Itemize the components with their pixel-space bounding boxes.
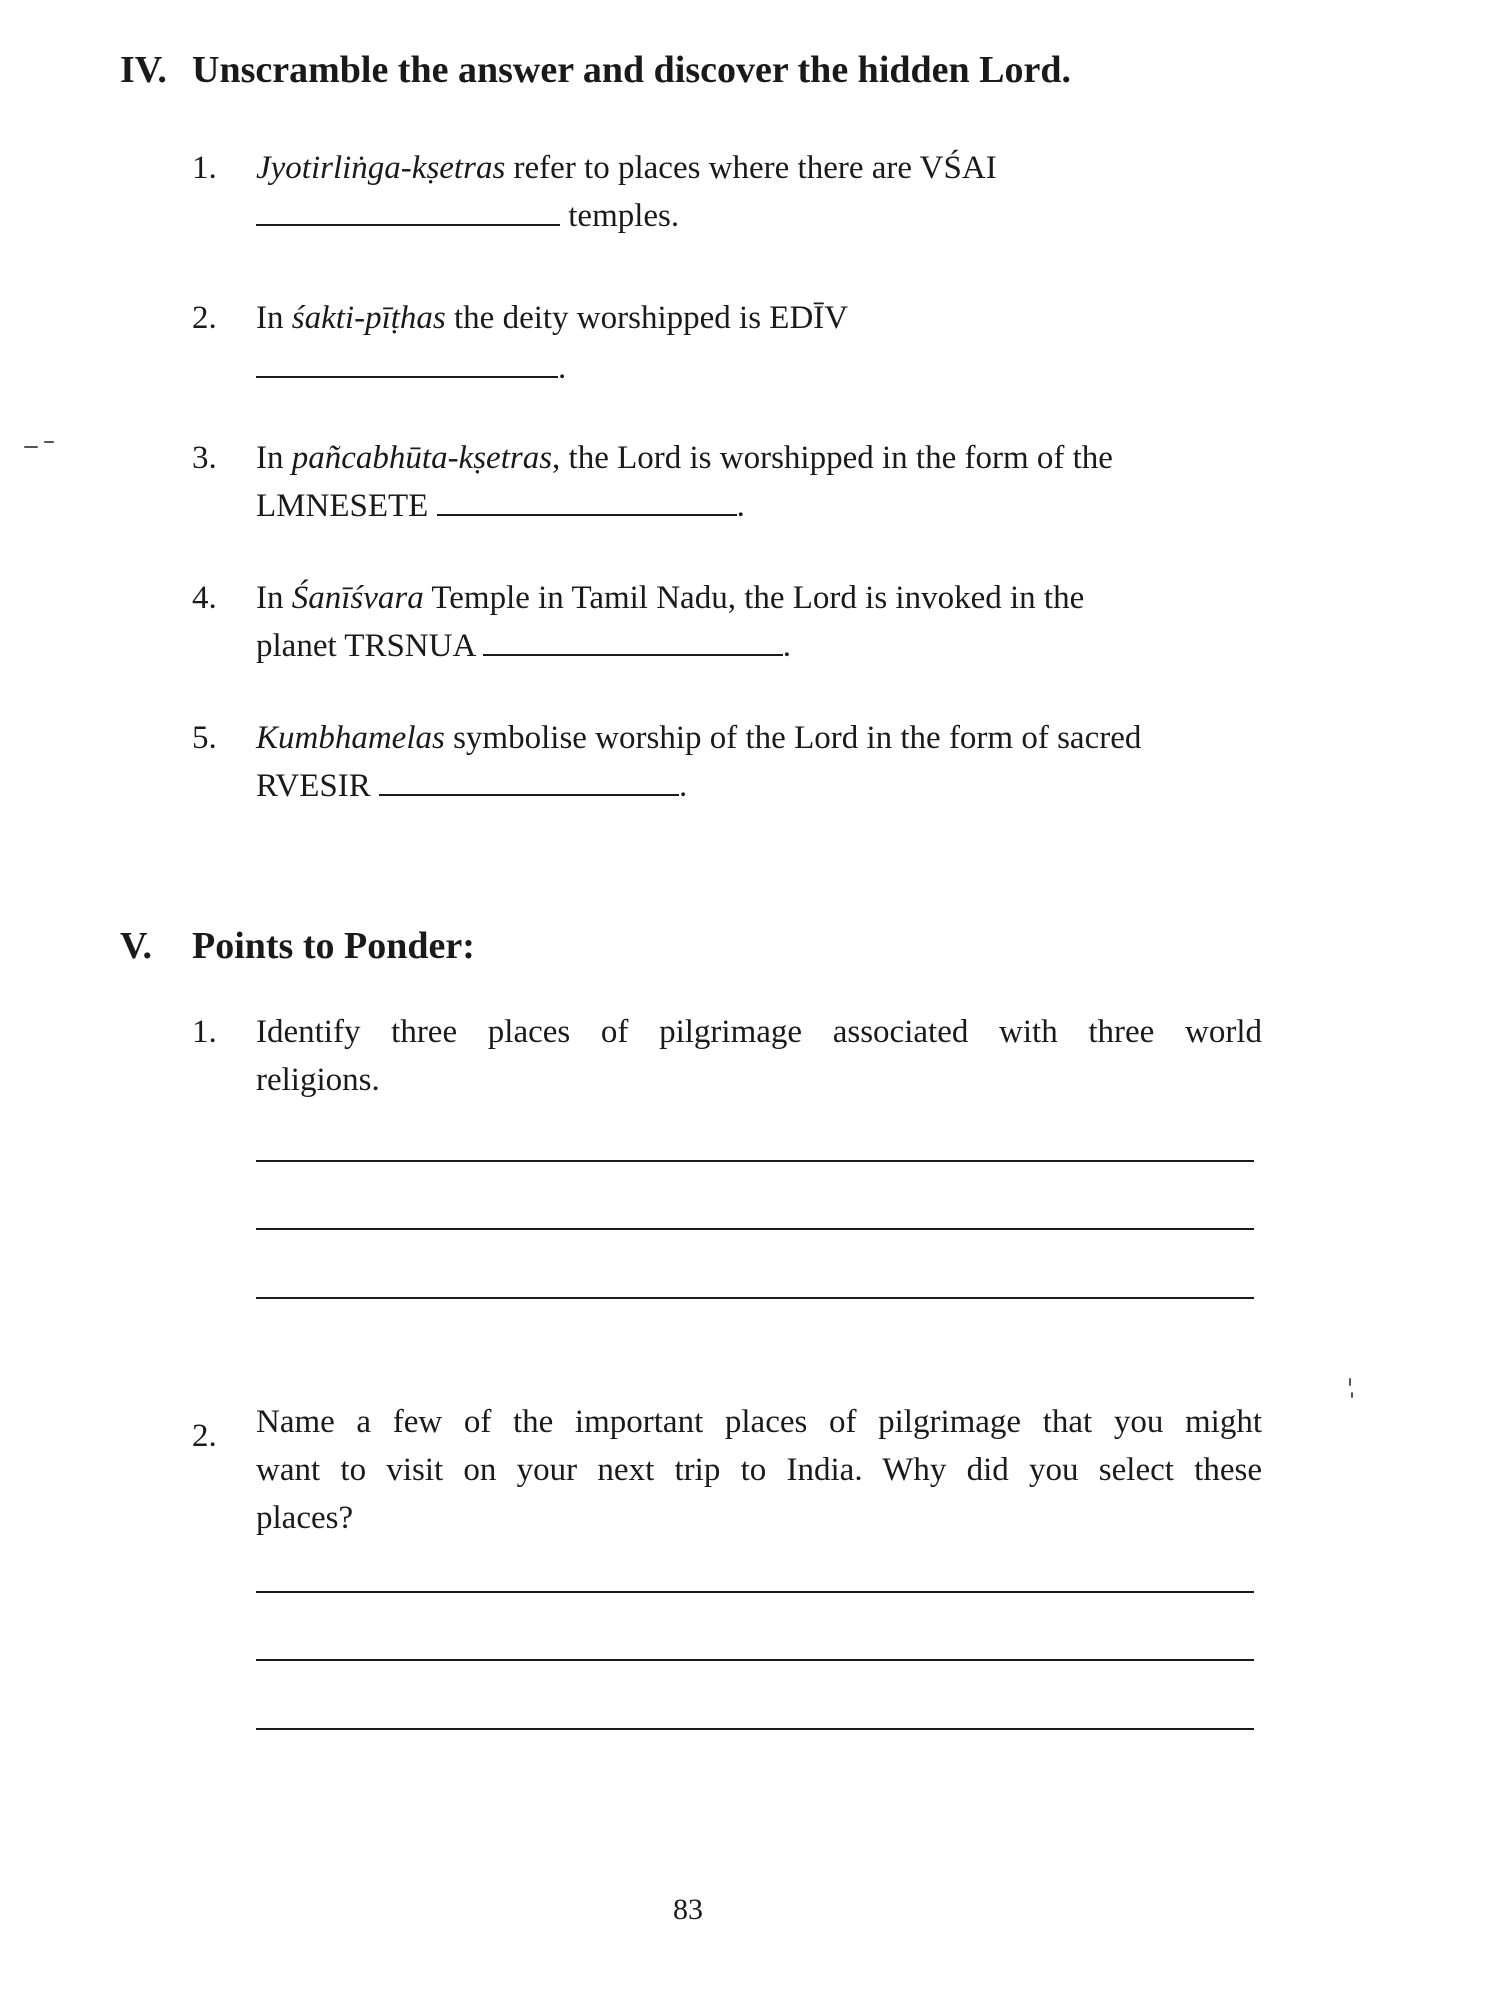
scan-speck <box>24 446 38 448</box>
page-number: 83 <box>673 1893 703 1926</box>
scan-speck <box>44 441 54 443</box>
question-v-2 <box>192 1398 1262 1548</box>
scan-speck <box>1351 1392 1353 1398</box>
answer-blank[interactable] <box>437 484 737 516</box>
section-v-title: Points to Ponder: <box>192 925 475 967</box>
question-number: 1. <box>192 1014 217 1050</box>
term: Jyotirliṅga-kṣetras <box>256 150 506 186</box>
question-iv-2 <box>192 294 1262 394</box>
answer-blank[interactable] <box>256 194 560 226</box>
question-number: 4. <box>192 580 217 616</box>
question-iv-4 <box>192 574 1262 674</box>
section-iv-heading <box>120 48 1071 92</box>
question-number: 2. <box>192 300 217 336</box>
answer-line[interactable] <box>256 1659 1254 1661</box>
answer-line[interactable] <box>256 1728 1254 1730</box>
question-text: Kumbhamelas symbolise worship of the Lord in the form of sacred RVESIR . <box>256 720 1142 804</box>
question-iv-5 <box>192 714 1262 814</box>
question-text: Identify three places of pilgrimage associated with three world religions. <box>256 1014 1262 1098</box>
term: pañcabhūta-kṣetras <box>291 440 553 476</box>
answer-line[interactable] <box>256 1297 1254 1299</box>
answer-line[interactable] <box>256 1228 1254 1230</box>
answer-line[interactable] <box>256 1591 1254 1593</box>
term: Kumbhamelas <box>256 720 445 756</box>
question-iv-1 <box>192 144 1262 244</box>
question-text: In pañcabhūta-kṣetras, the Lord is worshipped in the form of the LMNESETE . <box>256 440 1113 524</box>
section-v-numeral: V. <box>120 925 153 967</box>
scan-speck <box>1349 1378 1351 1386</box>
answer-blank[interactable] <box>256 346 558 378</box>
question-iv-3 <box>192 434 1262 534</box>
answer-blank[interactable] <box>379 764 679 796</box>
question-text: In Śanīśvara Temple in Tamil Nadu, the Lord is invoked in the planet TRSNUA . <box>256 580 1085 664</box>
question-text: In śakti-pīṭhas the deity worshipped is EDĪV . <box>256 300 849 386</box>
section-iv-numeral: IV. <box>120 49 167 91</box>
question-v-1 <box>192 1008 1262 1108</box>
answer-line[interactable] <box>256 1160 1254 1162</box>
answer-blank[interactable] <box>483 624 783 656</box>
term: śakti-pīṭhas <box>291 300 446 336</box>
section-v-heading <box>120 924 475 968</box>
section-iv-title: Unscramble the answer and discover the hidden Lord. <box>192 49 1071 91</box>
question-number: 1. <box>192 150 217 186</box>
question-number: 2. <box>192 1418 217 1454</box>
question-number: 3. <box>192 440 217 476</box>
question-number: 5. <box>192 720 217 756</box>
question-text: Name a few of the important places of pilgrimage that you might want to visit on your next trip to India. Why did you select these places? <box>256 1404 1262 1536</box>
question-text: Jyotirliṅga-kṣetras refer to places where there are VŚAI temples. <box>256 150 997 234</box>
term: Śanīśvara <box>291 580 424 616</box>
